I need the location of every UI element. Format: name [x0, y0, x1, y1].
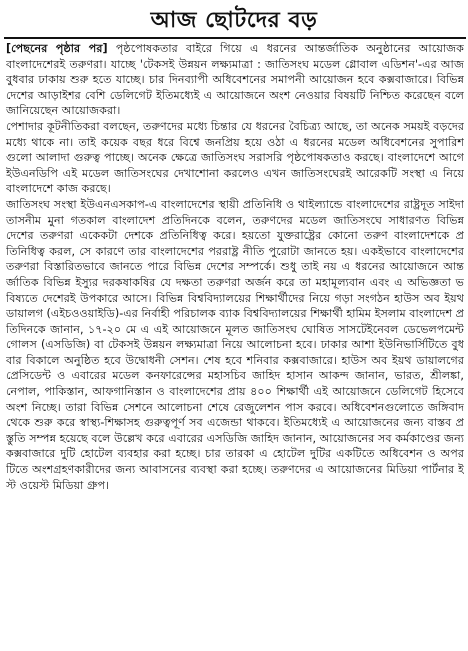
paragraph-text: পৃষ্ঠপোষকতার বাইরে গিয়ে এ ধরনের আন্তর্জাতিক অনুষ্ঠানের আয়োজক বাংলাদেশেরই তরুণরা। যাচ্ছে 'টেকসই উন্নয়ন লক্ষ্যমাত্রা : জাতিসংঘ মডেল গ্লোবাল এডিশন'-এর আজ বুধবার ঢাকায় শুরু হতে যাচ্ছে। চার দিনব্যাপী অধিবেশনের সমাপনী আয়োজন হবে কক্সবাজারে। বিভিন্ন দেশের আড়াইশর বেশি ডেলিগেট ইতিমধ্যেই এ আয়োজনে অংশ নেওয়ার বিষয়টি নিশ্চিত করেছেন বলে জানিয়েছেন আয়োজকরা।	[6, 42, 464, 118]
article-headline: আজ ছোটদের বড়	[150, 8, 318, 33]
article-paragraph-3: জাতিসংঘ সংস্থা ইউএনএসকাপ-এ বাংলাদেশের স্থায়ী প্রতিনিধি ও থাইল্যান্ডে বাংলাদেশের রাষ্ট্রদূত সাইদা তাসনীম মুনা গতকাল বাংলাদেশ প্রতিদিনকে বলেন, তরুণদের মডেল জাতিসংঘে সাধারণত বিভিন্ন দেশের তরুণরা একেকটা দেশকে প্রতিনিধিত্ব করে। হয়তো যুক্তরাষ্ট্রের কোনো তরুণ বাংলাদেশকে প্রতিনিধিত্ব করল, সে কারণে তার বাংলাদেশের পররাষ্ট্র নীতি পুরোটা জানতে হয়। একইভাবে বাংলাদেশের তরুণরা বিস্তারিতভাবে জানতে পারে বিভিন্ন দেশের সম্পর্কে। শুধু তাই নয় এ ধরনের আয়োজনে আন্তর্জাতিক বিভিন্ন ইস্যুর দরকষাকষির যে দক্ষতা তরুণরা অর্জন করে তা মহামূল্যবান এবং এ অভিজ্ঞতা ভবিষ্যতে দেশেরই উপকারে আসে। বিভিন্ন বিশ্ববিদ্যালয়ের শিক্ষার্থীদের নিয়ে গড়া সংগঠন হাউস অব ইয়থ ডায়ালগ (এইচওওয়াইডি)-এর নির্বাহী পরিচালক ব্যাক বিশ্ববিদ্যালয়ের শিক্ষার্থী হামিম ইসলাম বাংলাদেশ প্রতিদিনকে জানান, ১৭-২০ মে এ এই আয়োজনে মূলত জাতিসংঘ ঘোষিত সাসটেইনেবল ডেভেলপমেন্ট গোলস (এসডিজি) বা টেকসই উন্নয়ন লক্ষ্যমাত্রা নিয়ে আলোচনা হবে। ঢাকার আশা ইউনিভার্সিটিতে বুধবার বিকালে অনুষ্ঠিত হবে উদ্বোধনী সেশন। শেষ হবে শনিবার কক্সবাজারে। হাউস অব ইয়থ ডায়ালগের প্রেসিডেন্ট ও এবারের মডেল কনফারেন্সের মহাসচিব জাহিদ হাসান আকন্দ জানান, ভারত, শ্রীলঙ্কা, নেপাল, পাকিস্তান, আফগানিস্তান ও বাংলাদেশের প্রায় ৪০০ শিক্ষার্থী এই আয়োজনে ডেলিগেট হিসেবে অংশ নিচ্ছে। তারা বিভিন্ন সেশনে আলোচনা শেষে রেজুলেশন পাস করবে। অধিবেশনগুলোতে জঙ্গিবাদ থেকে শুরু করে স্বাস্থ্য-শিক্ষাসহ গুরুত্বপূর্ণ সব এজেন্ডা থাকবে। ইতিমধ্যেই এ আয়োজনের জন্য বাস্তব প্রস্তুতি সম্পন্ন হয়েছে বলে উল্লেখ করে এবারের এসডিজি জাহিদ জানান, আয়োজনের সব কর্মকাণ্ডের জন্য কক্সবাজারে দুটি হোটেল ব্যবহার করা হচ্ছে। চার তারকা এ হোটেল দুটির একটিতে অধিবেশন ও অপরটিতে অংশগ্রহণকারীদের জন্য আবাসনের ব্যবস্থা করা হচ্ছে। তরুণদের এ আয়োজনের মিডিয়া পার্টনার ইস্ট ওয়েস্ট মিডিয়া গ্রুপ।	[6, 197, 464, 492]
article-paragraph-1	[6, 41, 464, 119]
headline-divider	[4, 37, 466, 39]
article-paragraph-2: পেশাদার কূটনীতিকরা বলছেন, তরুণদের মধ্যে চিন্তার যে ধরনের বৈচিত্র্য আছে, তা অনেক সময়ই বড়দের মধ্যে থাকে না। তাই কয়েক বছর ধরে বিশ্বে জনপ্রিয় হয়ে ওঠা এ ধরনের মডেল অধিবেশনের সুপারিশগুলো আলাদা গুরুত্ব পাচ্ছে। অনেক ক্ষেত্রে জাতিসংঘ সরাসরি পৃষ্ঠপোষকতাও করছে। বাংলাদেশে আগে ইউএনডিপি এই মডেল জাতিসংঘের দেখাশোনা করলেও এখন জাতিসংঘেরই আরেকটি সংস্থা এ নিয়ে বাংলাদেশে কাজ করছে।	[6, 119, 464, 196]
continuation-kicker: [পেছনের পৃষ্ঠার পর]	[6, 42, 108, 55]
article-body	[6, 41, 464, 647]
